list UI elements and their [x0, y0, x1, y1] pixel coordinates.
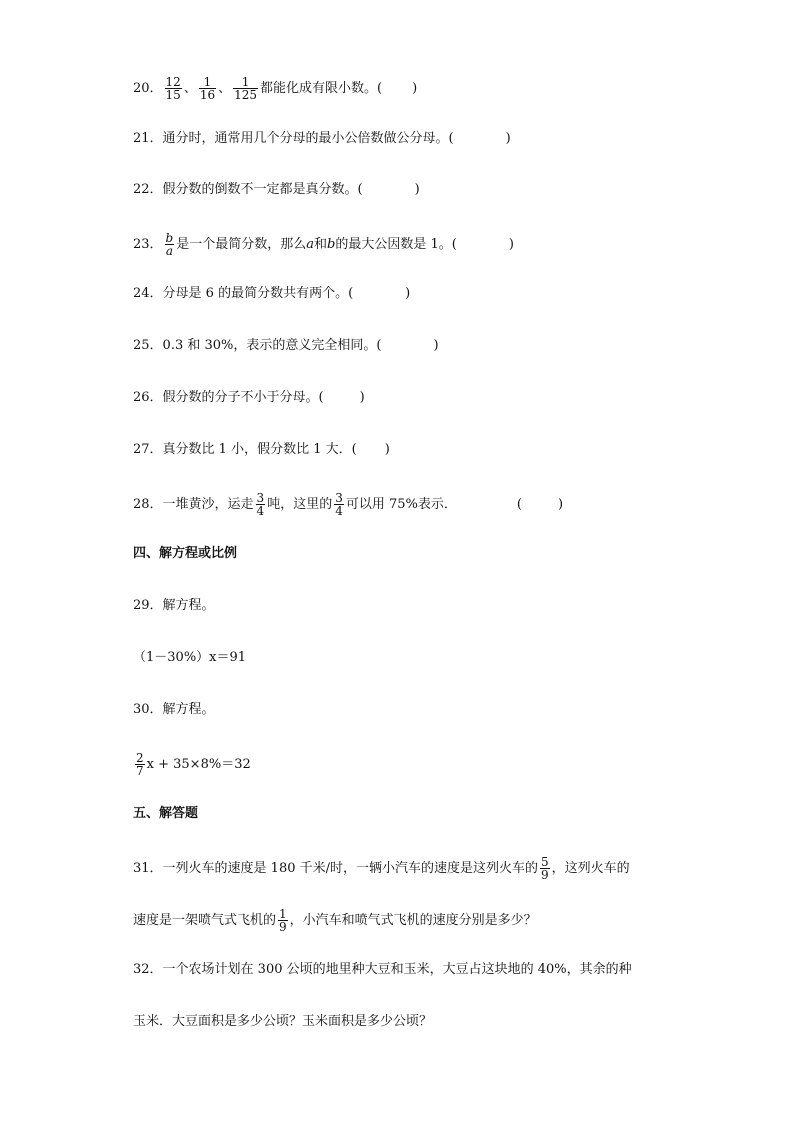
question-28: 28．一堆黄沙，运走 $\frac{3}{4}$ 吨，这里的 $\frac{3}{4}$ 可以用 75%表示． ( ) [133, 491, 564, 518]
question-27: 27．真分数比 1 小，假分数比 1 大．( ) [133, 442, 390, 457]
question-30: 30．解方程。 [133, 702, 215, 717]
question-22: 22．假分数的倒数不一定都是真分数。( ) [133, 182, 420, 197]
question-number: 23． [133, 237, 163, 252]
question-text: 都能化成有限小数。( [260, 81, 383, 96]
fraction: $\frac{3}{4}$ [256, 491, 265, 518]
question-text: 22．假分数的倒数不一定都是真分数。( [133, 182, 363, 197]
question-20: 20． $\frac{12}{15}$ 、 $\frac{1}{16}$ 、 $\frac{1}{125}$ 都能化成有限小数。( ) [133, 75, 418, 102]
question-text: 25．0.3 和 30%，表示的意义完全相同。( [133, 338, 382, 353]
question-32-line2: 玉米．大豆面积是多少公顷？玉米面积是多少公顷？ [133, 1014, 433, 1029]
question-text: 27．真分数比 1 小，假分数比 1 大．( [133, 442, 357, 457]
fraction: $\frac{5}{9}$ [541, 855, 549, 882]
question-text: 24．分母是 6 的最简分数共有两个。( [133, 286, 354, 301]
question-23: 23． $\frac{b}{a}$ 是一个最简分数，那么a和b的最大公因数是 1。( ) [133, 231, 514, 258]
fraction: $\frac{1}{16}$ [199, 75, 216, 102]
fraction: $\frac{3}{4}$ [335, 491, 343, 518]
fraction: $\frac{b}{a}$ [165, 231, 174, 258]
section-heading: 四、解方程或比例 [133, 546, 238, 561]
question-21: 21．通分时，通常用几个分母的最小公倍数做公分母。( ) [133, 131, 511, 146]
question-number: 20． [133, 81, 163, 96]
question-31-line2: 速度是一架喷气式飞机的 $\frac{1}{9}$ ，小汽车和喷气式飞机的速度分别是多少？ [133, 907, 537, 934]
question-text: 21．通分时，通常用几个分母的最小公倍数做公分母。( [133, 131, 454, 146]
question-25: 25．0.3 和 30%，表示的意义完全相同。( ) [133, 338, 439, 353]
question-26: 26．假分数的分子不小于分母。( ) [133, 390, 365, 405]
question-text: 26．假分数的分子不小于分母。( [133, 390, 324, 405]
question-32-line1: 32．一个农场计划在 300 公顷的地里种大豆和玉米，大豆占这块地的 40%，其余的种 [133, 962, 632, 977]
fraction: $\frac{12}{15}$ [165, 75, 181, 102]
equation: （1－30%）x＝91 [133, 650, 247, 665]
section-heading: 五、解答题 [133, 806, 199, 821]
question-31-line1: 31．一列火车的速度是 180 千米/时，一辆小汽车的速度是这列火车的 $\frac{5}{9}$ ，这列火车的 [133, 855, 630, 882]
question-24: 24．分母是 6 的最简分数共有两个。( ) [133, 286, 411, 301]
question-29: 29．解方程。 [133, 598, 215, 613]
fraction: $\frac{1}{9}$ [279, 907, 287, 934]
equation: $\frac{2}{7}$ x + 35×8%＝32 [136, 751, 251, 778]
fraction: $\frac{2}{7}$ [136, 751, 144, 778]
fraction: $\frac{1}{125}$ [234, 75, 258, 102]
